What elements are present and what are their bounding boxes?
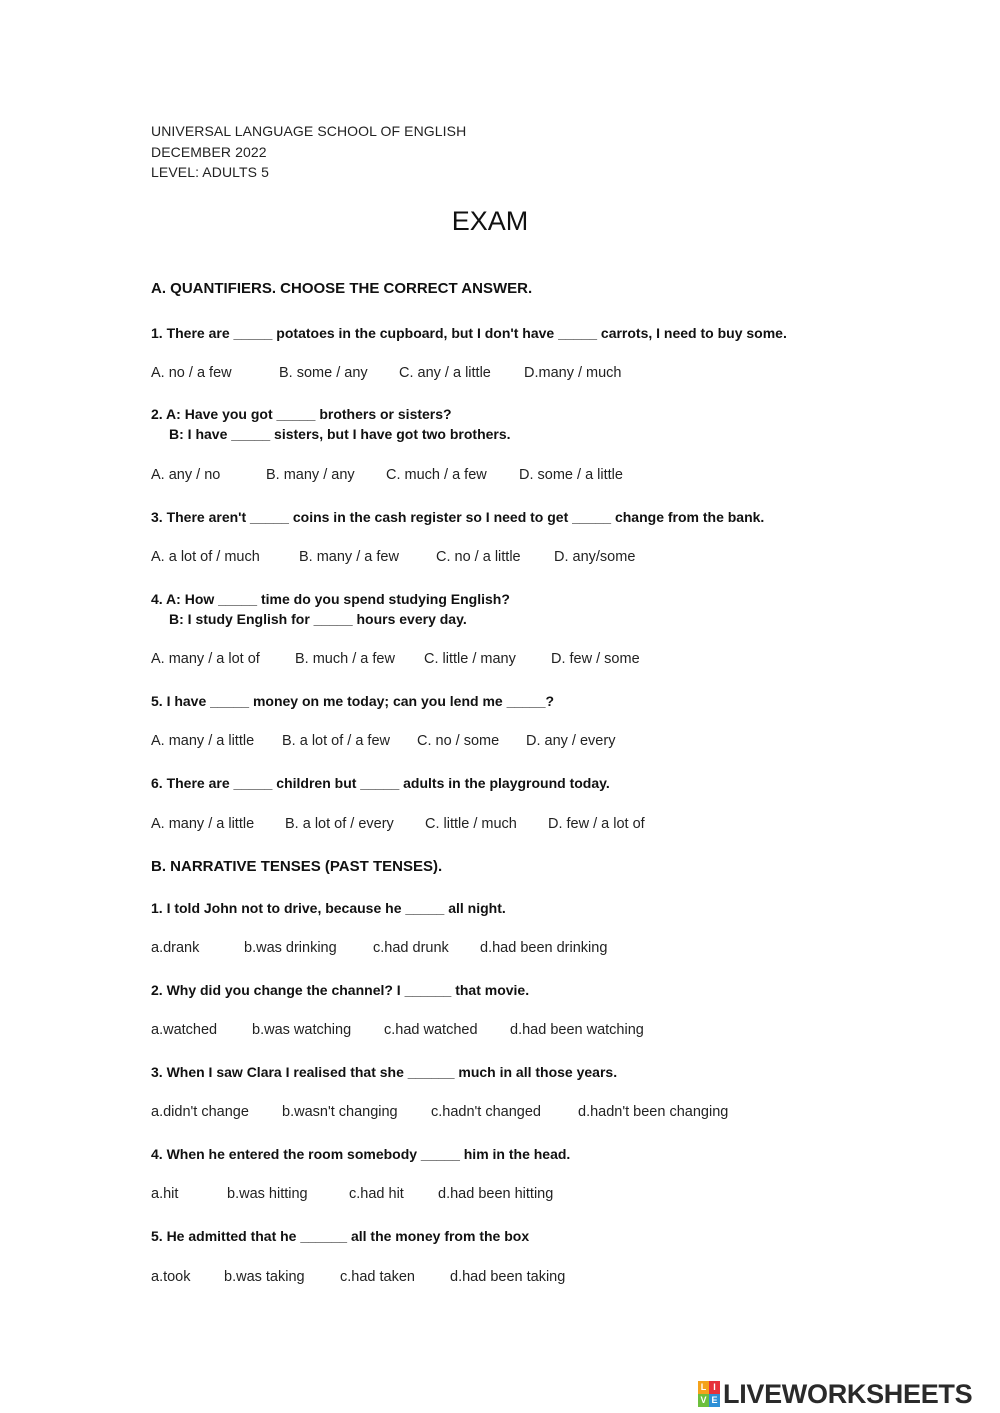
option-c[interactable]: C. little / many xyxy=(424,651,516,667)
option-d[interactable]: D.many / much xyxy=(524,365,622,381)
section-b-question-1 xyxy=(151,901,506,915)
option-c[interactable]: c.had watched xyxy=(384,1022,478,1038)
option-c[interactable]: C. any / a little xyxy=(399,365,491,381)
logo-letter: E xyxy=(709,1394,720,1407)
option-b[interactable]: b.was watching xyxy=(252,1022,352,1038)
question-text: 2. Why did you change the channel? I ______ that movie. xyxy=(151,982,530,998)
school-name: UNIVERSAL LANGUAGE SCHOOL OF ENGLISH xyxy=(151,123,467,139)
option-d[interactable]: d.had been drinking xyxy=(480,940,608,956)
section-b-title: B. NARRATIVE TENSES (PAST TENSES). xyxy=(151,858,443,875)
option-c[interactable]: C. no / some xyxy=(417,733,500,749)
question-text: 3. There aren't _____ coins in the cash register so I need to get _____ change from the bank. xyxy=(151,509,765,525)
option-a[interactable]: a.drank xyxy=(151,940,200,956)
question-text: 5. He admitted that he ______ all the money from the box xyxy=(151,1228,530,1244)
option-c[interactable]: c.had hit xyxy=(349,1186,404,1202)
question-text-line-2: B: I have _____ sisters, but I have got two brothers. xyxy=(169,426,511,442)
section-a-question-1 xyxy=(151,326,787,340)
exam-level: LEVEL: ADULTS 5 xyxy=(151,164,269,180)
option-c[interactable]: C. no / a little xyxy=(436,549,521,565)
option-d[interactable]: D. any/some xyxy=(554,549,636,565)
question-text-line-2: B: I study English for _____ hours every day. xyxy=(169,611,467,627)
question-text: 6. There are _____ children but _____ adults in the playground today. xyxy=(151,775,610,791)
question-text: 2. A: Have you got _____ brothers or sisters? xyxy=(151,406,452,422)
option-b[interactable]: B. much / a few xyxy=(295,651,395,667)
option-d[interactable]: d.had been taking xyxy=(450,1269,566,1285)
option-d[interactable]: D. any / every xyxy=(526,733,616,749)
question-text: 1. There are _____ potatoes in the cupboard, but I don't have _____ carrots, I need to buy some. xyxy=(151,325,787,341)
option-b[interactable]: b.wasn't changing xyxy=(282,1104,398,1120)
option-a[interactable]: A. any / no xyxy=(151,467,221,483)
option-c[interactable]: C. little / much xyxy=(425,816,517,832)
option-a[interactable]: a.watched xyxy=(151,1022,218,1038)
option-c[interactable]: c.had drunk xyxy=(373,940,449,956)
option-d[interactable]: D. some / a little xyxy=(519,467,623,483)
option-b[interactable]: b.was hitting xyxy=(227,1186,308,1202)
question-text: 3. When I saw Clara I realised that she ______ much in all those years. xyxy=(151,1064,618,1080)
section-a-question-3 xyxy=(151,510,764,524)
logo-letter: I xyxy=(709,1381,720,1394)
option-a[interactable]: A. many / a lot of xyxy=(151,651,260,667)
exam-title: EXAM xyxy=(451,206,529,236)
option-b[interactable]: B. many / any xyxy=(266,467,355,483)
question-text: 4. When he entered the room somebody _____ him in the head. xyxy=(151,1146,571,1162)
option-d[interactable]: d.had been watching xyxy=(510,1022,644,1038)
option-a[interactable]: A. many / a little xyxy=(151,816,255,832)
option-d[interactable]: D. few / some xyxy=(551,651,640,667)
option-a[interactable]: A. no / a few xyxy=(151,365,232,381)
option-b[interactable]: B. a lot of / every xyxy=(285,816,394,832)
section-a-question-6 xyxy=(151,776,610,790)
option-a[interactable]: a.didn't change xyxy=(151,1104,249,1120)
logo-letter: L xyxy=(698,1381,709,1394)
option-a[interactable]: a.hit xyxy=(151,1186,179,1202)
option-b[interactable]: B. a lot of / a few xyxy=(282,733,390,749)
option-d[interactable]: D. few / a lot of xyxy=(548,816,645,832)
exam-date: DECEMBER 2022 xyxy=(151,144,267,160)
liveworksheets-logo-icon xyxy=(698,1381,720,1407)
option-a[interactable]: A. many / a little xyxy=(151,733,255,749)
section-a-title: A. QUANTIFIERS. CHOOSE THE CORRECT ANSWER. xyxy=(151,280,533,297)
section-b-question-5 xyxy=(151,1229,529,1243)
section-b-question-2 xyxy=(151,983,529,997)
question-text: 5. I have _____ money on me today; can you lend me _____? xyxy=(151,693,555,709)
section-a-question-4 xyxy=(151,592,510,626)
section-a-question-2 xyxy=(151,407,511,441)
section-a-question-5 xyxy=(151,694,554,708)
option-d[interactable]: d.had been hitting xyxy=(438,1186,554,1202)
liveworksheets-logo-text: LIVEWORKSHEETS xyxy=(723,1378,973,1409)
option-b[interactable]: B. some / any xyxy=(279,365,368,381)
logo-letter: V xyxy=(698,1394,709,1407)
liveworksheets-logo xyxy=(698,1378,972,1410)
section-b-question-3 xyxy=(151,1065,617,1079)
section-b-question-4 xyxy=(151,1147,570,1161)
option-c[interactable]: c.had taken xyxy=(340,1269,415,1285)
question-text: 4. A: How _____ time do you spend studying English? xyxy=(151,591,510,607)
question-text: 1. I told John not to drive, because he _____ all night. xyxy=(151,900,506,916)
option-c[interactable]: c.hadn't changed xyxy=(431,1104,541,1120)
option-a[interactable]: A. a lot of / much xyxy=(151,549,260,565)
option-b[interactable]: b.was taking xyxy=(224,1269,305,1285)
option-c[interactable]: C. much / a few xyxy=(386,467,487,483)
option-b[interactable]: B. many / a few xyxy=(299,549,399,565)
option-b[interactable]: b.was drinking xyxy=(244,940,337,956)
option-a[interactable]: a.took xyxy=(151,1269,191,1285)
option-d[interactable]: d.hadn't been changing xyxy=(578,1104,729,1120)
